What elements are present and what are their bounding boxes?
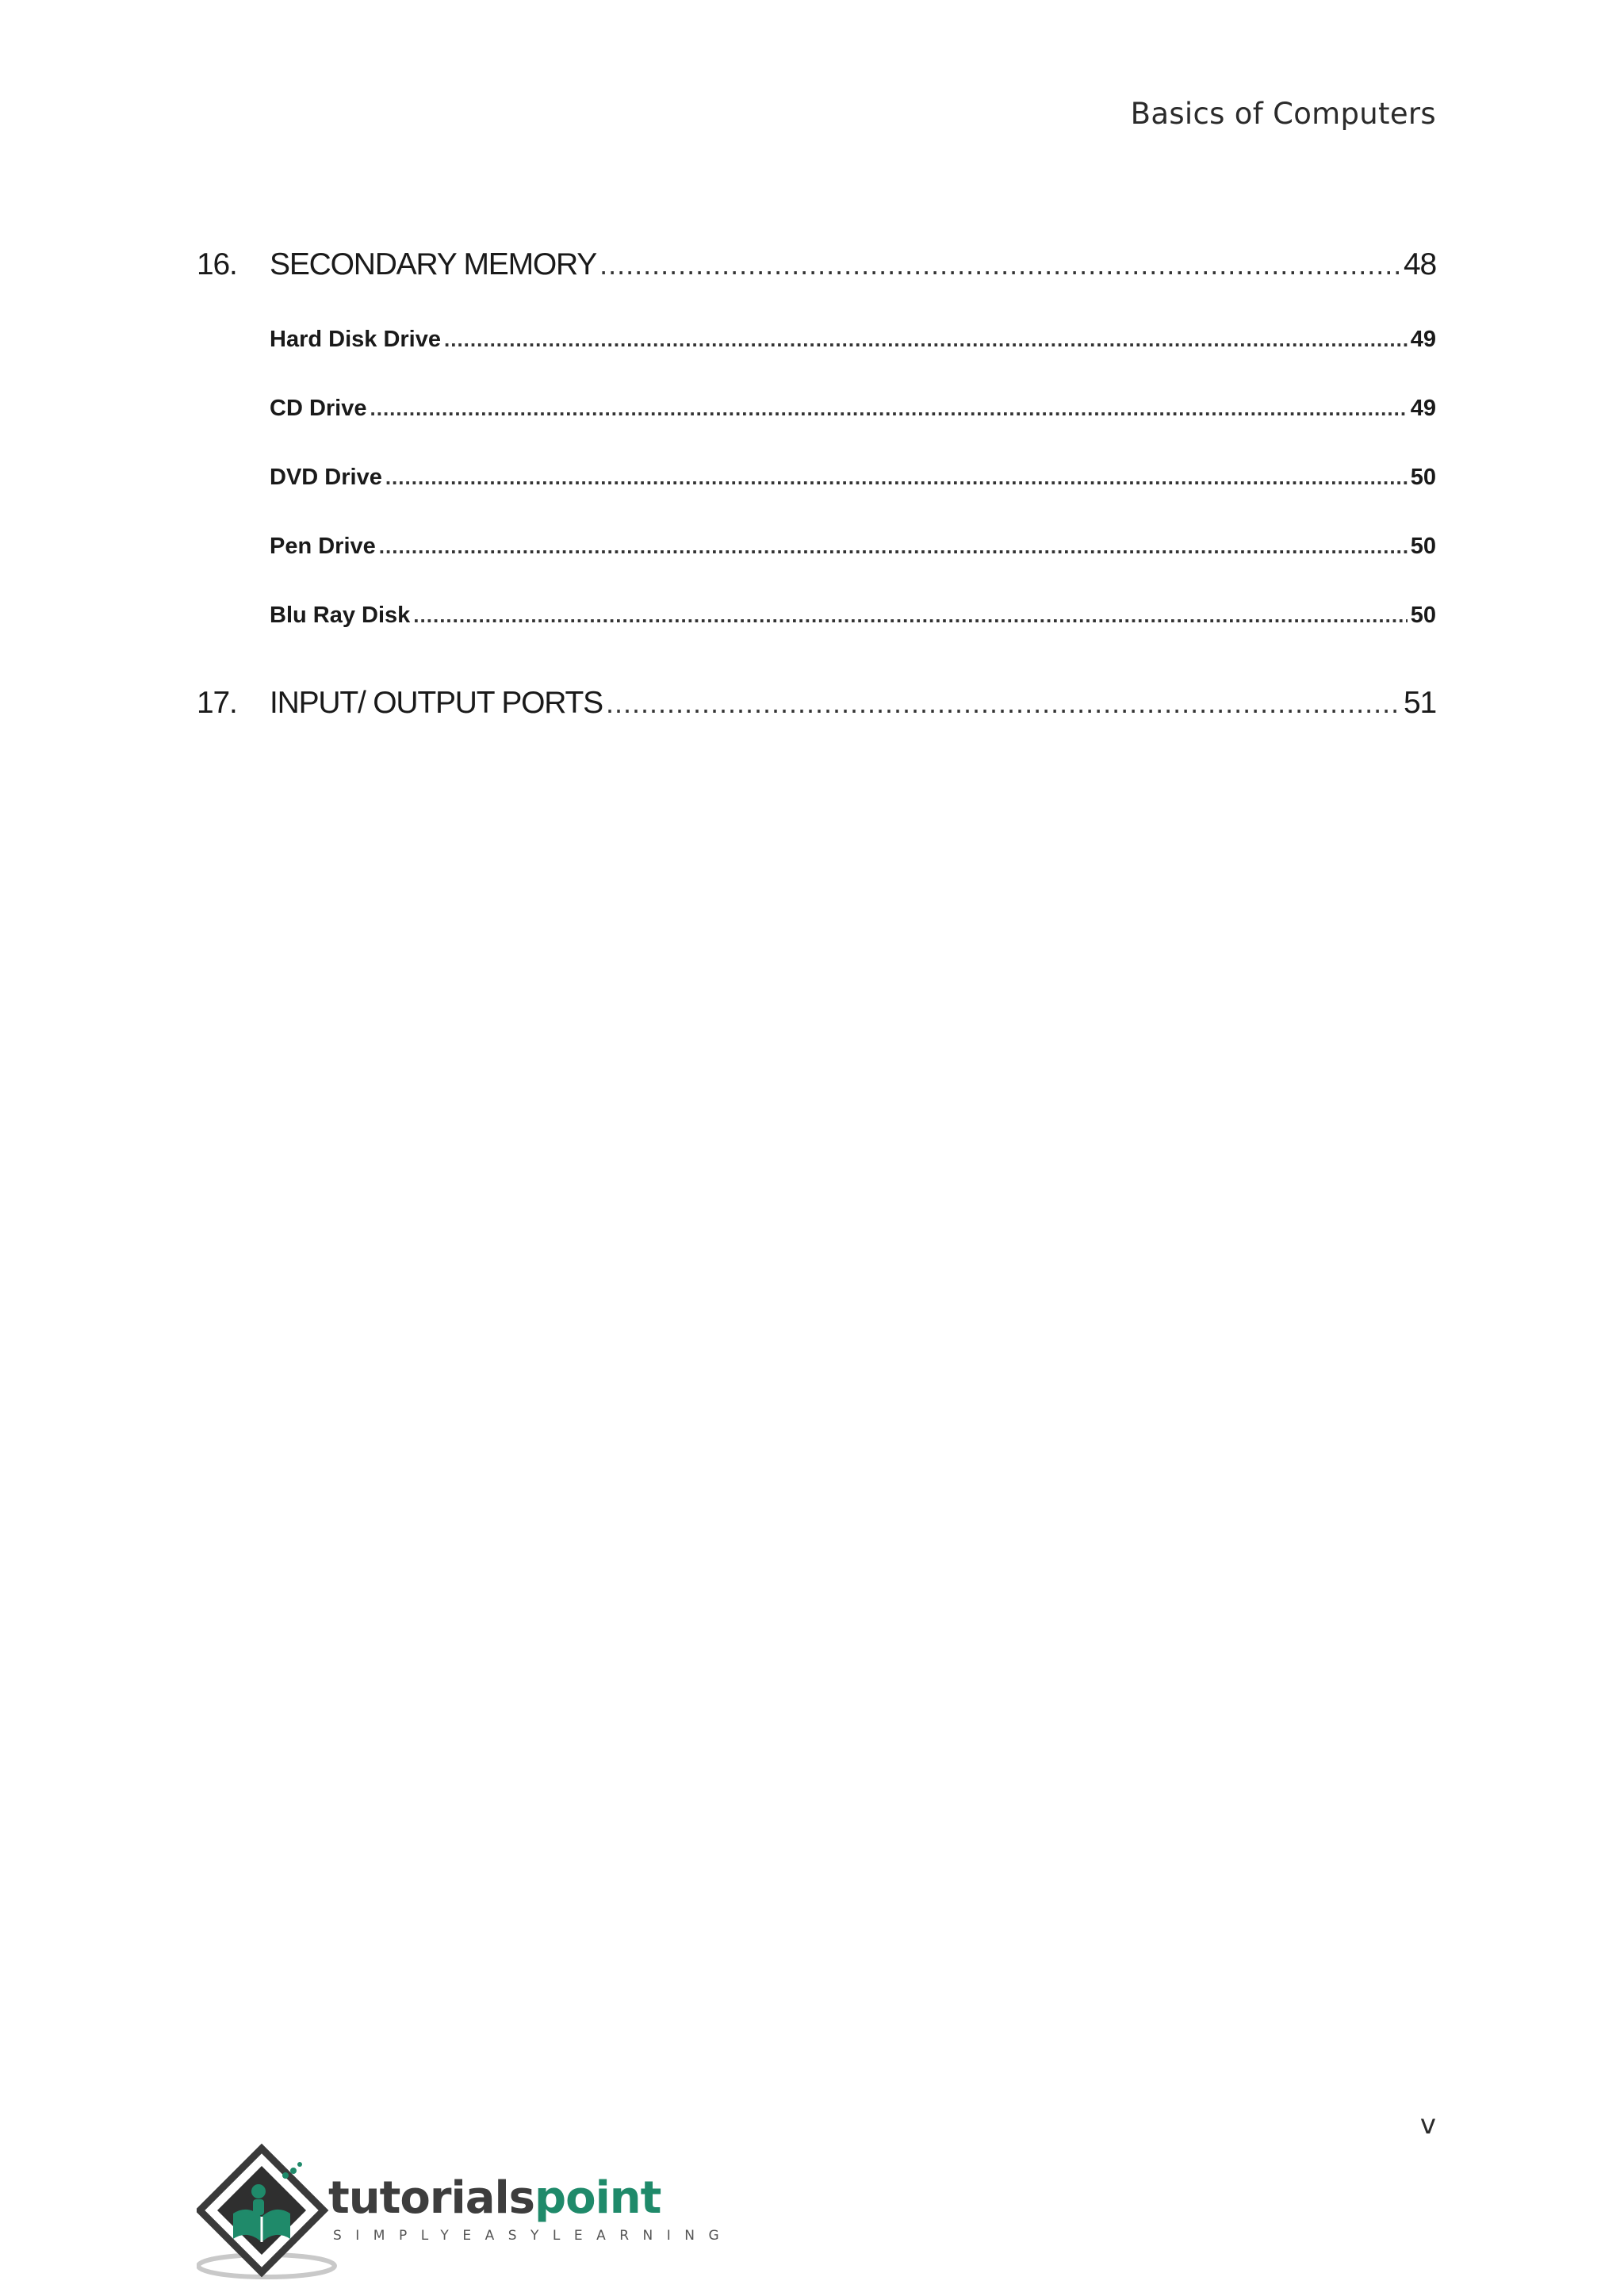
toc-leader-dots [444,327,1408,352]
toc-chapter-title: INPUT/ OUTPUT PORTS [270,686,603,720]
toc-leader-dots [385,465,1408,490]
toc-chapter-title: SECONDARY MEMORY [270,247,597,281]
toc-chapter-number: 17. [197,686,237,720]
toc-section-pen-drive[interactable] [197,534,1436,560]
toc-section-dvd-drive[interactable] [197,465,1436,491]
toc-leader-dots [606,687,1400,720]
toc-chapter-16[interactable] [197,247,1436,282]
toc-page-number: 50 [1410,603,1436,628]
toc-section-title: Pen Drive [270,534,376,559]
toc-page-number: 50 [1410,465,1436,490]
toc-leader-dots [370,396,1408,421]
toc-section-title: DVD Drive [270,465,382,490]
toc-page-number: 49 [1410,327,1436,352]
logo-tagline: SIMPLYEASYLEARNING [333,2228,733,2244]
page-number: v [1419,2109,1436,2141]
toc-section-title: Hard Disk Drive [270,327,441,352]
toc-chapter-number: 16. [197,247,237,281]
toc-section-title: CD Drive [270,396,367,421]
running-header-title: Basics of Computers [1130,97,1436,131]
toc-leader-dots [379,534,1408,559]
toc-section-cd-drive[interactable] [197,396,1436,422]
toc-page-number: 48 [1404,247,1436,281]
toc-page-number: 51 [1404,686,1436,720]
toc-leader-dots [413,603,1407,628]
toc-leader-dots [599,248,1400,281]
logo-emblem-icon [197,2141,339,2279]
toc-page-number: 49 [1410,396,1436,421]
toc-section-blu-ray-disk[interactable] [197,603,1436,629]
toc-chapter-17[interactable] [197,686,1436,721]
toc-page-number: 50 [1410,534,1436,559]
logo-wordmark: tutorialspoint [328,2172,661,2224]
toc-section-hard-disk-drive[interactable] [197,327,1436,353]
tutorialspoint-logo [197,2141,733,2279]
toc-section-title: Blu Ray Disk [270,603,411,628]
